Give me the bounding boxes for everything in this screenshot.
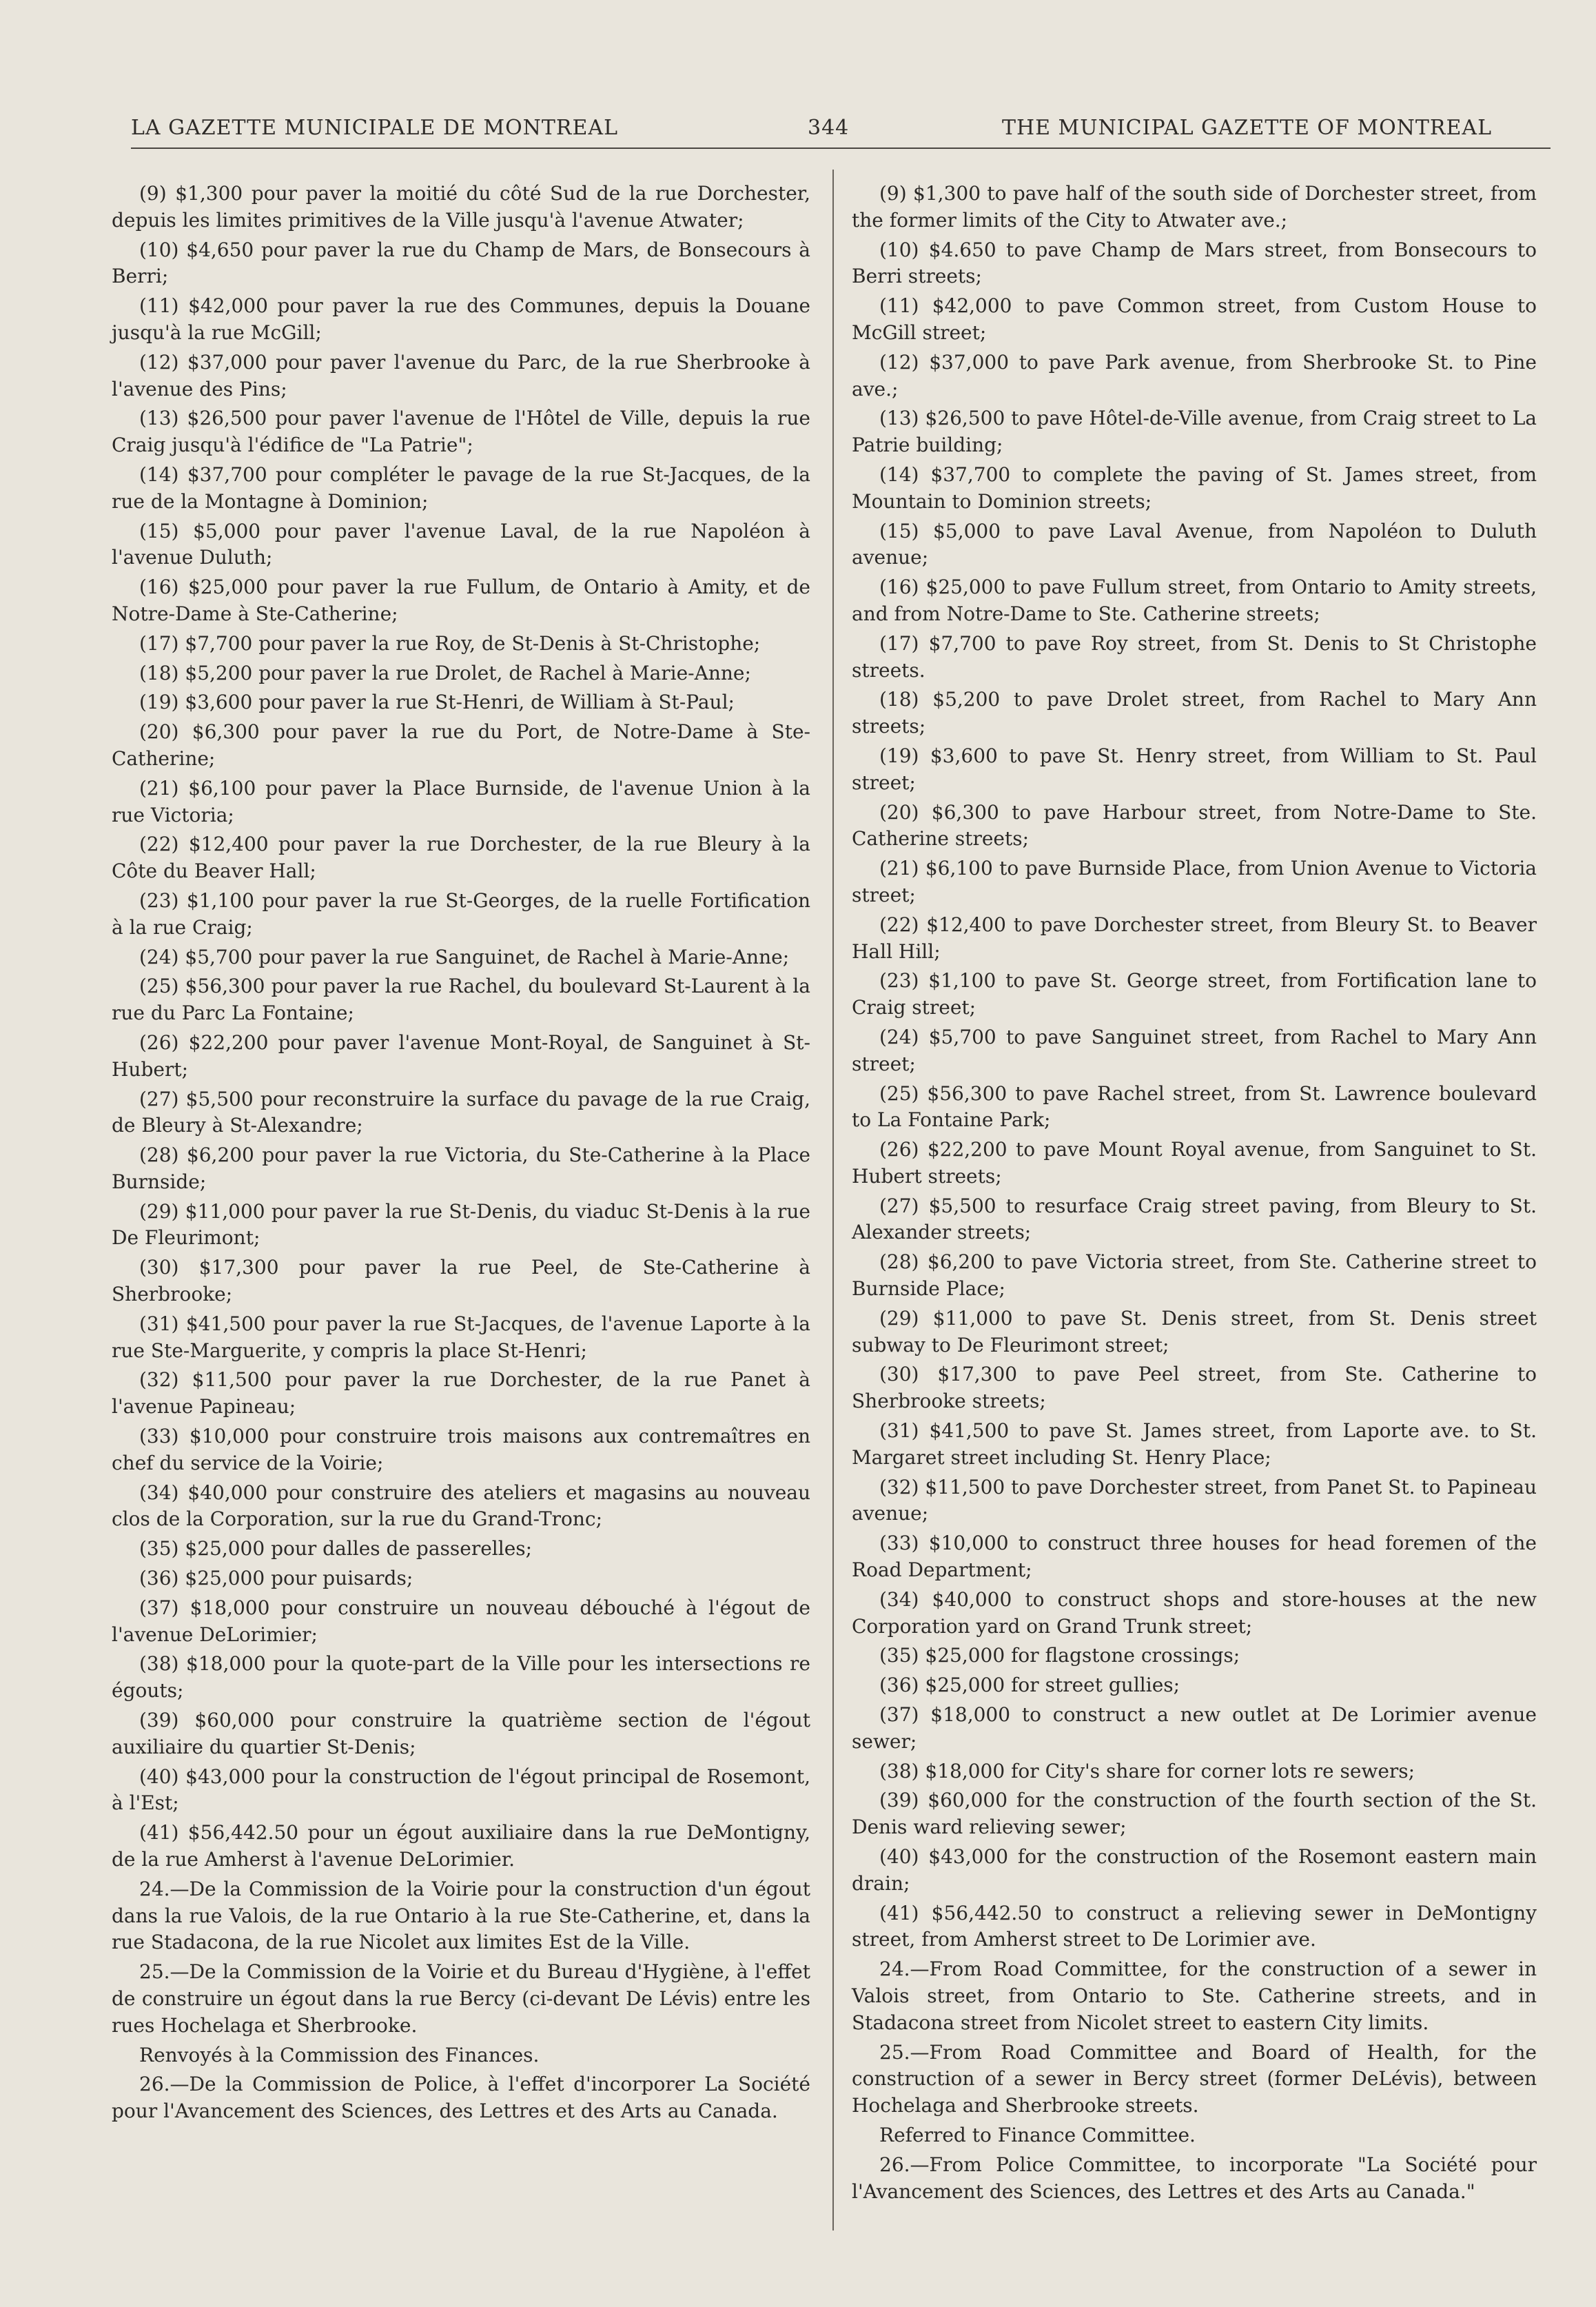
english-paragraph: 24.—From Road Committee, for the construction of a sewer in Valois street, from Ontario to Ste. Catherine streets, and in Stadacona street from Nicolet street to eastern City limits. <box>852 1958 1537 2034</box>
english-paragraph: (32) $11,500 to pave Dorchester street, from Panet St. to Papineau avenue; <box>852 1475 1537 1525</box>
french-paragraph: (28) $6,200 pour paver la rue Victoria, du Ste-Catherine à la Place Burnside; <box>112 1144 810 1193</box>
french-paragraph: (35) $25,000 pour dalles de passerelles; <box>139 1537 533 1561</box>
english-paragraph: (41) $56,442.50 to construct a relieving sewer in DeMontigny street, from Amherst street to De Lorimier ave. <box>852 1901 1537 1951</box>
header-rule <box>131 148 1551 149</box>
page-header <box>131 116 1492 146</box>
french-paragraph: (40) $43,000 pour la construction de l'égout principal de Rosemont, à l'Est; <box>112 1765 810 1815</box>
english-paragraph: (21) $6,100 to pave Burnside Place, from Union Avenue to Victoria street; <box>852 857 1537 906</box>
french-paragraph: 25.—De la Commission de la Voirie et du Bureau d'Hygiène, à l'effet de construire un égout dans la rue Bercy (ci-devant De Lévis) entre les rues Hochelaga et Sherbrooke. <box>112 1960 810 2037</box>
french-paragraph: (23) $1,100 pour paver la rue St-Georges, de la ruelle Fortification à la rue Craig; <box>112 888 810 939</box>
french-paragraph: (21) $6,100 pour paver la Place Burnside, de l'avenue Union à la rue Victoria; <box>112 776 810 826</box>
english-paragraph: (26) $22,200 to pave Mount Royal avenue, from Sanguinet to St. Hubert streets; <box>852 1138 1537 1188</box>
french-paragraph: (10) $4,650 pour paver la rue du Champ de Mars, de Bonsecours à Berri; <box>112 238 810 288</box>
french-paragraph: (34) $40,000 pour construire des ateliers et magasins au nouveau clos de la Corporation, sur la rue du Grand-Tronc; <box>112 1481 810 1531</box>
english-paragraph: (15) $5,000 to pave Laval Avenue, from Napoléon to Duluth avenue; <box>852 519 1537 569</box>
english-paragraph: (22) $12,400 to pave Dorchester street, from Bleury St. to Beaver Hall Hill; <box>852 913 1537 963</box>
english-paragraph: (19) $3,600 to pave St. Henry street, from William to St. Paul street; <box>852 744 1537 794</box>
french-paragraph: (18) $5,200 pour paver la rue Drolet, de Rachel à Marie-Anne; <box>139 661 751 684</box>
english-paragraph: (25) $56,300 to pave Rachel street, from St. Lawrence boulevard to La Fontaine Park; <box>852 1081 1537 1132</box>
english-paragraph: (39) $60,000 for the construction of the fourth section of the St. Denis ward relieving sewer; <box>852 1789 1537 1839</box>
french-paragraph: (12) $37,000 pour paver l'avenue du Parc, de la rue Sherbrooke à l'avenue des Pins; <box>112 350 810 400</box>
english-paragraph: (36) $25,000 for street gullies; <box>879 1674 1180 1697</box>
english-paragraph: (27) $5,500 to resurface Craig street paving, from Bleury to St. Alexander streets; <box>852 1194 1537 1244</box>
english-paragraph: (16) $25,000 to pave Fullum street, from Ontario to Amity streets, and from Notre-Dame to Ste. Catherine streets; <box>852 576 1537 625</box>
english-paragraph: (9) $1,300 to pave half of the south side of Dorchester street, from the former limits of the City to Atwater ave.; <box>852 182 1537 232</box>
french-paragraph: (36) $25,000 pour puisards; <box>139 1567 413 1590</box>
english-paragraph: (17) $7,700 to pave Roy street, from St. Denis to St Christophe streets. <box>852 631 1537 682</box>
english-paragraph: 25.—From Road Committee and Board of Health, for the construction of a sewer in Bercy street (former DeLévis), between Hochelaga and Sherbrooke streets. <box>852 2040 1537 2117</box>
english-paragraph: (28) $6,200 to pave Victoria street, from Ste. Catherine street to Burnside Place; <box>852 1250 1537 1301</box>
english-paragraph: (38) $18,000 for City's share for corner lots re sewers; <box>879 1759 1415 1782</box>
english-paragraph: (30) $17,300 to pave Peel street, from Ste. Catherine to Sherbrooke streets; <box>852 1363 1537 1413</box>
english-paragraph: (31) $41,500 to pave St. James street, from Laporte ave. to St. Margaret street including St. Henry Place; <box>852 1419 1537 1469</box>
english-paragraph: 26.—From Police Committee, to incorporate "La Société pour l'Avancement des Sciences, des Lettres et des Arts au Canada." <box>852 2153 1537 2203</box>
french-paragraph: (19) $3,600 pour paver la rue St-Henri, de William à St-Paul; <box>139 691 735 714</box>
french-paragraph: 26.—De la Commission de Police, à l'effet d'incorporer La Société pour l'Avancement des Sciences, des Lettres et des Arts au Canada. <box>112 2073 810 2123</box>
french-paragraph: (13) $26,500 pour paver l'avenue de l'Hôtel de Ville, depuis la rue Craig jusqu'à l'édifice de "La Patrie"; <box>112 407 810 457</box>
english-paragraph: (10) $4.650 to pave Champ de Mars street, from Bonsecours to Berri streets; <box>852 238 1537 288</box>
french-paragraph: (24) $5,700 pour paver la rue Sanguinet, de Rachel à Marie-Anne; <box>139 945 790 968</box>
french-paragraph: 24.—De la Commission de la Voirie pour la construction d'un égout dans la rue Valois, de la rue Ontario à la rue Ste-Catherine, et, dans la rue Stadacona, de la rue Nicolet aux limites Est de la Ville. <box>112 1877 810 1954</box>
english-paragraph: (29) $11,000 to pave St. Denis street, from St. Denis street subway to De Fleurimont street; <box>852 1306 1537 1356</box>
french-paragraph: (16) $25,000 pour paver la rue Fullum, de Ontario à Amity, et de Notre-Dame à Ste-Catherine; <box>112 576 810 625</box>
english-paragraph: (37) $18,000 to construct a new outlet at De Lorimier avenue sewer; <box>852 1703 1537 1753</box>
french-paragraph: (27) $5,500 pour reconstruire la surface du pavage de la rue Craig, de Bleury à St-Alexandre; <box>112 1087 810 1137</box>
english-paragraph: (24) $5,700 to pave Sanguinet street, from Rachel to Mary Ann street; <box>852 1025 1537 1075</box>
french-paragraph: (14) $37,700 pour compléter le pavage de la rue St-Jacques, de la rue de la Montagne à Dominion; <box>112 463 810 513</box>
french-paragraph: (39) $60,000 pour construire la quatrième section de l'égout auxiliaire du quartier St-Denis; <box>112 1709 810 1758</box>
french-paragraph: (33) $10,000 pour construire trois maisons aux contremaîtres en chef du service de la Voirie; <box>112 1425 810 1474</box>
english-paragraph: (11) $42,000 to pave Common street, from Custom House to McGill street; <box>852 294 1537 344</box>
english-paragraph: Referred to Finance Committee. <box>879 2123 1196 2146</box>
english-paragraph: (13) $26,500 to pave Hôtel-de-Ville avenue, from Craig street to La Patrie building; <box>852 407 1537 457</box>
french-paragraph: (20) $6,300 pour paver la rue du Port, de Notre-Dame à Ste-Catherine; <box>112 720 810 770</box>
english-paragraph: (34) $40,000 to construct shops and store-houses at the new Corporation yard on Grand Trunk street; <box>852 1587 1537 1638</box>
french-paragraph: (25) $56,300 pour paver la rue Rachel, du boulevard St-Laurent à la rue du Parc La Fontaine; <box>112 975 810 1025</box>
french-paragraph: (22) $12,400 pour paver la rue Dorchester, de la rue Bleury à la Côte du Beaver Hall; <box>112 833 810 883</box>
french-paragraph: (11) $42,000 pour paver la rue des Communes, depuis la Douane jusqu'à la rue McGill; <box>112 294 810 344</box>
french-paragraph: (30) $17,300 pour paver la rue Peel, de Ste-Catherine à Sherbrooke; <box>112 1256 810 1306</box>
page-number: 344 <box>808 116 850 140</box>
french-paragraph: (41) $56,442.50 pour un égout auxiliaire dans la rue DeMontigny, de la rue Amherst à l'avenue DeLorimier. <box>112 1821 810 1871</box>
french-paragraph: (37) $18,000 pour construire un nouveau débouché à l'égout de l'avenue DeLorimier; <box>112 1596 810 1646</box>
french-paragraph: (31) $41,500 pour paver la rue St-Jacques, de l'avenue Laporte à la rue Ste-Marguerite, y compris la place St-Henri; <box>112 1312 810 1362</box>
english-paragraph: (20) $6,300 to pave Harbour street, from Notre-Dame to Ste. Catherine streets; <box>852 800 1537 851</box>
french-paragraph: (32) $11,500 pour paver la rue Dorchester, de la rue Panet à l'avenue Papineau; <box>112 1368 810 1419</box>
french-column <box>112 181 810 2128</box>
french-paragraph: Renvoyés à la Commission des Finances. <box>139 2043 540 2066</box>
english-paragraph: (18) $5,200 to pave Drolet street, from Rachel to Mary Ann streets; <box>852 688 1537 738</box>
french-paragraph: (15) $5,000 pour paver l'avenue Laval, de la rue Napoléon à l'avenue Duluth; <box>112 519 810 569</box>
english-paragraph: (33) $10,000 to construct three houses for head foremen of the Road Department; <box>852 1532 1537 1582</box>
header-title-french: LA GAZETTE MUNICIPALE DE MONTREAL <box>131 116 619 140</box>
english-column <box>852 181 1537 2208</box>
english-paragraph: (12) $37,000 to pave Park avenue, from Sherbrooke St. to Pine ave.; <box>852 350 1537 400</box>
french-paragraph: (9) $1,300 pour paver la moitié du côté Sud de la rue Dorchester, depuis les limites primitives de la Ville jusqu'à l'avenue Atwater; <box>112 182 810 232</box>
english-paragraph: (23) $1,100 to pave St. George street, from Fortification lane to Craig street; <box>852 969 1537 1019</box>
english-paragraph: (14) $37,700 to complete the paving of St. James street, from Mountain to Dominion streets; <box>852 463 1537 513</box>
column-divider <box>832 170 834 2230</box>
french-paragraph: (17) $7,700 pour paver la rue Roy, de St-Denis à St-Christophe; <box>139 631 761 655</box>
english-paragraph: (35) $25,000 for flagstone crossings; <box>879 1644 1240 1667</box>
header-title-english: THE MUNICIPAL GAZETTE OF MONTREAL <box>1001 116 1492 140</box>
english-paragraph: (40) $43,000 for the construction of the Rosemont eastern main drain; <box>852 1845 1537 1895</box>
french-paragraph: (26) $22,200 pour paver l'avenue Mont-Royal, de Sanguinet à St-Hubert; <box>112 1030 810 1081</box>
french-paragraph: (29) $11,000 pour paver la rue St-Denis, du viaduc St-Denis à la rue De Fleurimont; <box>112 1199 810 1250</box>
french-paragraph: (38) $18,000 pour la quote-part de la Ville pour les intersections re égouts; <box>112 1652 810 1703</box>
